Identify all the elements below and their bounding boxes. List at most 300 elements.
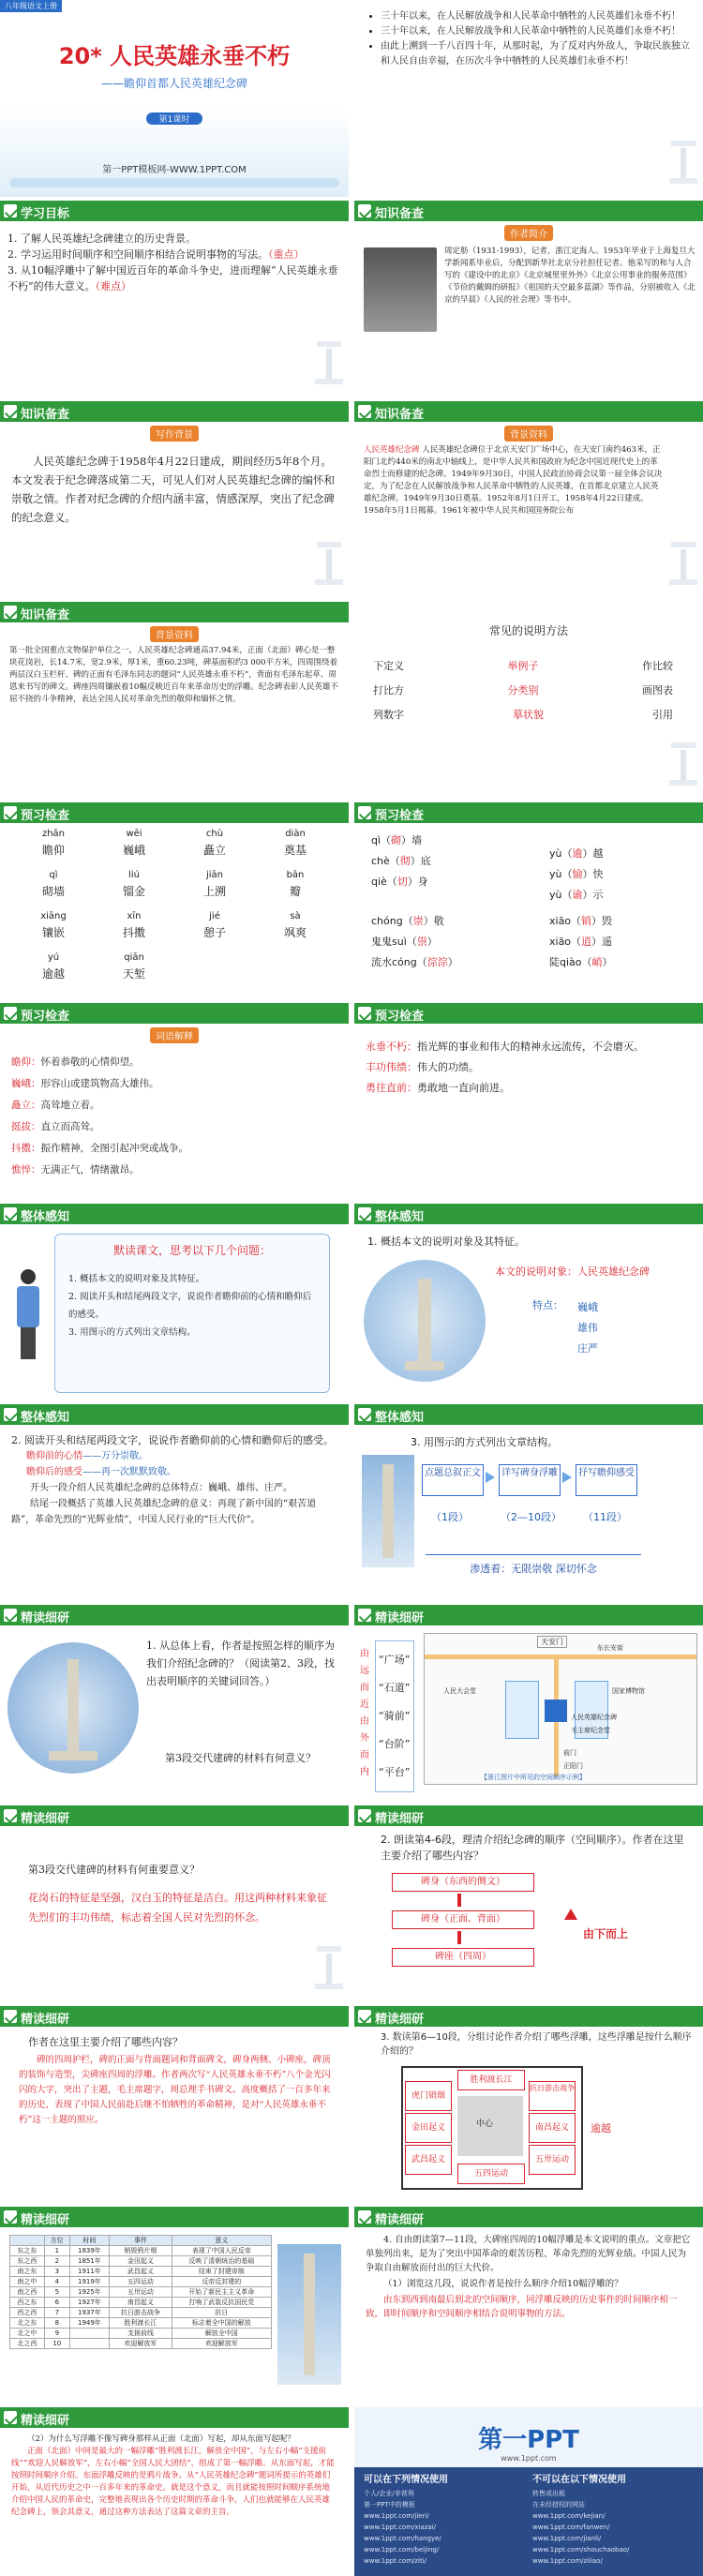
table-row xyxy=(10,2277,272,2287)
word-part: 逾 xyxy=(572,847,583,860)
monument-lead: 人民英雄纪念碑 xyxy=(364,445,420,455)
author-text: 周定舫（1931-1993），记者，浙江定海人。1953年毕业于上海复旦大学新闻系毕业后，分配到新华社北京分社担任记者。他采写的和与人合写的《建设中的北京》《北京城里里外外》《北京公用事业的服务范围》《节俭的戴姆的研报》《祖国的天空最多蓝湖》等作品，分别被收入《北京的早晨》《人民的社会理》等书中。 xyxy=(444,247,696,305)
slide-header xyxy=(354,1003,703,1024)
pinyin: xiāng xyxy=(40,911,67,921)
check-icon xyxy=(4,1609,17,1622)
table-header: 方位 xyxy=(44,2236,69,2246)
check-icon xyxy=(358,2210,371,2224)
order-char: 内 xyxy=(360,1767,369,1777)
table-row xyxy=(10,2287,272,2298)
monument-photo xyxy=(364,1260,486,1382)
hanzi-word: 憩子 xyxy=(202,926,226,939)
pinyin: qiān xyxy=(124,952,144,963)
slide-pinyin-1 xyxy=(0,802,349,999)
word-part: ）身 xyxy=(407,876,428,888)
order-char: 远 xyxy=(360,1666,369,1676)
word-part: ）快 xyxy=(582,868,604,880)
box-intro: 点题总叙正文 xyxy=(422,1464,484,1496)
header-title: 预习检查 xyxy=(375,809,425,823)
pinyin: zhān xyxy=(41,829,66,839)
table-cell: 4 xyxy=(44,2277,69,2287)
slide-content-summary xyxy=(0,2006,349,2203)
vocab-def: 勇敢地一直向前进。 xyxy=(417,1082,510,1094)
word-part: ） xyxy=(426,936,438,948)
table-cell: 支援前线 xyxy=(110,2329,172,2339)
header-title: 预习检查 xyxy=(375,1010,425,1024)
usage-line[interactable]: www.1ppt.com/beijing/ xyxy=(364,2546,440,2554)
table-row xyxy=(10,2339,272,2349)
check-icon xyxy=(4,204,17,217)
before-answer: ——万分崇敬。 xyxy=(82,1451,148,1461)
box-relief: 详写碑身浮雕 xyxy=(499,1464,561,1496)
slide-overview-object xyxy=(354,1204,703,1400)
slide-header xyxy=(0,1204,349,1224)
relief-q: 3. 数读第6—10段，分组讨论作者介绍了哪些浮雕，这些浮雕是按什么顺序介绍的？ xyxy=(381,2032,692,2057)
slide-header xyxy=(354,2006,703,2027)
table-cell: 反映了清朝统治的基础 xyxy=(172,2256,271,2267)
table-row xyxy=(10,2298,272,2308)
question-bubble xyxy=(54,1234,330,1393)
vocab-term: 瞻仰： xyxy=(11,1056,41,1068)
usage-line[interactable]: www.1ppt.com/ziti/ xyxy=(364,2557,427,2565)
check-icon xyxy=(358,2010,371,2023)
location-label: “平台” xyxy=(379,1766,411,1778)
map-node: 国家博物馆 xyxy=(612,1687,645,1695)
pinyin: xīn xyxy=(127,911,142,921)
slide-methods xyxy=(354,602,703,799)
slide-header xyxy=(354,201,703,221)
monument-photo xyxy=(7,1642,139,1774)
usage-line[interactable]: www.1ppt.com/ziliao/ xyxy=(532,2557,603,2565)
table-cell: 东之东 xyxy=(10,2246,45,2256)
table-cell: 3 xyxy=(44,2267,69,2277)
table-cell: 五四运动 xyxy=(110,2277,172,2287)
word-part: 彻 xyxy=(399,855,411,867)
slide-pinyin-2 xyxy=(354,802,703,999)
table-cell: 1911年 xyxy=(69,2267,109,2277)
check-icon xyxy=(4,606,17,619)
header-title: 精读细研 xyxy=(21,1611,70,1625)
slide-overview-questions xyxy=(0,1204,349,1400)
usage-panel xyxy=(354,2467,703,2576)
word-part: ）底 xyxy=(410,855,431,867)
tag-vocab: 词语解释 xyxy=(150,1027,199,1043)
table-cell: 9 xyxy=(44,2329,69,2339)
table-corner xyxy=(10,2236,45,2246)
usage-line: 在未经授权的网站 xyxy=(532,2501,585,2509)
question-2: 2. 阅读开头和结尾两段文字，说说作者瞻仰前的心情和瞻仰后的感受。 xyxy=(68,1292,312,1320)
table-cell: 1937年 xyxy=(69,2308,109,2318)
word-part: ）遥 xyxy=(591,936,613,948)
method: 引用 xyxy=(652,709,673,721)
word-part: 淙淙 xyxy=(426,956,448,968)
relief-q: （1）浏览这几段，说说作者是按什么顺序介绍10幅浮雕的？ xyxy=(383,2279,623,2289)
header-title: 预习检查 xyxy=(21,809,70,823)
objective-2: 2. 学习运用时间顺序和空间顺序相结合说明事物的写法。 xyxy=(7,248,268,261)
slide-reading-map xyxy=(354,1605,703,1802)
word-part: 流水cóng（ xyxy=(371,956,427,968)
order-char: 而 xyxy=(360,1750,369,1760)
pinyin: sà xyxy=(290,911,301,921)
table-cell: 欢迎解放军 xyxy=(110,2339,172,2349)
monument-text: 人民英雄纪念碑位于北京天安门广场中心，在天安门南约463米，正阳门北约440米的南北中轴线上，是中华人民共和国政府为纪念中国近现代史上的革命烈士而修建的纪念碑。1949年9月30日，中国人民政治协商会议第一届全体会议决定，为了纪念在人民解放战争和人民革命中牺牲的人民英雄，在首都北京建立人民英雄纪念碑。1949年9月30日奠基。1952年8月1日开工，1958年4月22日建成。1958年5月1日揭幕。1961年被中华人民共和国国务院公布 xyxy=(364,445,663,516)
inscription-line-1: • 三十年以来，在人民解放战争和人民革命中牺牲的人民英雄们永垂不朽！ xyxy=(381,9,690,24)
relief-table xyxy=(9,2235,272,2349)
map-node: 人民英雄纪念碑 xyxy=(571,1714,617,1721)
word-part: yù（ xyxy=(549,889,573,901)
slide-header xyxy=(0,1404,349,1425)
check-icon xyxy=(4,2210,17,2224)
hanzi-word: 奠基 xyxy=(283,844,307,857)
lectern-icon xyxy=(315,540,343,585)
slide-monument-facts xyxy=(0,602,349,799)
map-node: 天安门 xyxy=(537,1636,567,1648)
facts-text: 第一批全国重点文物保护单位之一。人民英雄纪念碑通高37.94米，正面（北面）碑心是一整块花岗岩，长14.7米，宽2.9米，厚1米，重60.23吨，碑基面积约3 000平方米，四周围绕着两层汉白玉栏杆。碑的正面有毛泽东同志的题词“人民英雄永垂不朽”，背面有毛泽东起草、周恩来书写的碑文。碑座四周镶嵌着10幅反映近百年来革命历史的浮雕。纪念碑表彰人民英雄不屈不挠的斗争精神，表达全国人民对革命先烈的敬仰和缅怀之情。 xyxy=(9,646,338,704)
pinyin: diàn xyxy=(285,829,306,839)
table-cell: 10 xyxy=(44,2339,69,2349)
table-cell: 北之中 xyxy=(10,2329,45,2339)
word-part: 谕 xyxy=(572,889,583,901)
pinyin: bān xyxy=(286,870,305,880)
table-header: 意义 xyxy=(172,2236,271,2246)
structure-q: 3. 用图示的方式列出文章结构。 xyxy=(411,1436,558,1448)
site-footer: 第一PPT模板网-WWW.1PPT.COM xyxy=(102,165,247,175)
box-feelings: 抒写瞻仰感受 xyxy=(576,1464,637,1496)
slide-relief-table xyxy=(0,2207,349,2404)
table-cell: 南昌起义 xyxy=(110,2298,172,2308)
table-cell: 抗日游击战争 xyxy=(110,2308,172,2318)
order-char: 而 xyxy=(360,1683,369,1693)
summary-2: 结尾一段概括了英雄人民英雄纪念碑的意义：再现了新中国的“艰苦道路”，革命先烈的“光辉业绩”，中国人民行业的“巨大代价”。 xyxy=(11,1499,317,1525)
para-1: （1段） xyxy=(431,1511,469,1523)
why-answer: 正面（北面）中间是最大的一幅浮雕“胜利渡长江，解放全中国”，与左右小幅“支援前线”“欢迎人民解放军”，左右小幅“全国人民大团结”，组成了第一幅浮雕。从东面写起，才能按照时间顺序介绍。东面浮雕反映的是鸦片战争。从“人民英雄纪念碑”题词所提示的英雄们开始，从近代历史之中一百多年来的革命史。就是这个意义，而且就能按照时间顺序系统地介绍中国人民的革命史，完整地表现出各个历史时期的革命斗争，人们也就能够在人民英雄纪念碑上，领会其意义，通过这种方法表达了这篇文章的主旨。 xyxy=(11,2447,335,2517)
slide-header xyxy=(0,1003,349,1024)
usage-line[interactable]: www.1ppt.com/hangye/ xyxy=(364,2535,441,2542)
vocab-def: 无满正气，情绪激昂。 xyxy=(40,1164,140,1176)
feature-label: 特点： xyxy=(532,1299,563,1311)
order-char: 由 xyxy=(360,1649,369,1659)
word-part: 逍 xyxy=(581,936,592,948)
emph-hard: （难点） xyxy=(95,280,132,292)
slide-order-up xyxy=(354,1805,703,2002)
hanzi-word: 飒爽 xyxy=(283,926,307,939)
vocab-def: 振作精神，全图引起冲突或战争。 xyxy=(40,1143,188,1154)
brand-url: www.1ppt.com xyxy=(501,2454,557,2463)
allowed-title: 可以在下列情况使用 xyxy=(364,2475,448,2485)
map-node: 前门 xyxy=(563,1749,576,1757)
tag-bg-material: 背景资料 xyxy=(504,426,553,442)
table-cell: 1839年 xyxy=(69,2246,109,2256)
hanzi-word: 瓣 xyxy=(289,885,301,898)
why-q: （2）为什么写浮雕不像写碑身那样从正面（北面）写起，却从东面写起呢？ xyxy=(27,2434,295,2444)
lectern-icon xyxy=(669,139,697,184)
pinyin xyxy=(174,952,255,966)
slide-header xyxy=(354,401,703,422)
slide-reading-1 xyxy=(0,1605,349,1802)
word-part: xiāo（ xyxy=(549,915,582,927)
content-q: 作者在这里主要介绍了哪些内容？ xyxy=(28,2036,183,2048)
slide-overview-feelings xyxy=(0,1404,349,1601)
location-label: “台阶” xyxy=(379,1738,411,1750)
table-cell: 1 xyxy=(44,2246,69,2256)
table-cell: 北之东 xyxy=(10,2318,45,2329)
header-title: 整体感知 xyxy=(21,1411,70,1425)
reading-q2: 第3段交代建碑的材料有何意义？ xyxy=(165,1752,316,1764)
table-row xyxy=(10,2246,272,2256)
usage-line[interactable]: www.1ppt.com/shouchaobao/ xyxy=(532,2546,630,2554)
table-row xyxy=(10,2267,272,2277)
slide-relief-reading xyxy=(354,2207,703,2404)
up-arrow-icon xyxy=(564,1909,577,1920)
hanzi-word: 镏金 xyxy=(122,885,145,898)
question-1: 1. 概括本文的说明对象及其特征。 xyxy=(68,1274,205,1284)
lectern-icon xyxy=(315,1944,343,1989)
word-part: chóng（ xyxy=(371,915,413,927)
order-char: 由 xyxy=(360,1716,369,1727)
check-icon xyxy=(358,1007,371,1020)
slide-material-meaning xyxy=(0,1805,349,2002)
slide-header xyxy=(354,1605,703,1625)
location-label: “骑前” xyxy=(379,1710,411,1722)
pinyin: wēi xyxy=(126,829,142,839)
usage-line[interactable]: www.1ppt.com/jianli/ xyxy=(532,2535,602,2542)
table-cell: 武昌起义 xyxy=(110,2267,172,2277)
vocab-def: 形容山或建筑物高大雄伟。 xyxy=(40,1078,159,1089)
table-cell: 表现了中国人民反帝 xyxy=(172,2246,271,2256)
table-cell: 解放全中国 xyxy=(172,2329,271,2339)
monument-photo xyxy=(277,2244,341,2385)
object-label: 本文的说明对象： xyxy=(495,1266,577,1278)
order-char: 近 xyxy=(360,1700,369,1710)
vocab-term: 勇往直前： xyxy=(366,1082,417,1094)
relief-cell: 抗日游击战争 xyxy=(529,2081,576,2111)
grade-tab: 八年级语文上册 xyxy=(0,0,62,12)
slide-relief-order xyxy=(354,2006,703,2203)
word-part: 砌 xyxy=(391,834,402,846)
word-part: 祟 xyxy=(416,936,427,948)
table-cell: 标志着全中国的解放 xyxy=(172,2318,271,2329)
usage-line: 第一PPT中的模板 xyxy=(364,2501,415,2509)
relief-center-label: 中心 xyxy=(476,2119,494,2129)
vocab-term: 抖擞： xyxy=(11,1143,41,1154)
vocab-term: 矗立： xyxy=(11,1100,41,1111)
vocab-def: 怀着恭敬的心情仰望。 xyxy=(40,1056,140,1068)
relief-order-label: 逾越 xyxy=(591,2122,611,2134)
header-title: 预习检查 xyxy=(21,1010,70,1024)
table-cell xyxy=(69,2339,109,2349)
slide-header xyxy=(0,201,349,221)
usage-line[interactable]: www.1ppt.com/jieri/ xyxy=(364,2512,429,2520)
hanzi-word xyxy=(174,966,255,994)
method: 作比较 xyxy=(642,660,673,672)
order-label: 由下而上 xyxy=(583,1927,629,1940)
check-icon xyxy=(4,2411,17,2424)
hanzi-word: 天堑 xyxy=(122,967,145,981)
check-icon xyxy=(4,405,17,418)
header-title: 精读细研 xyxy=(21,2213,70,2227)
slide-header xyxy=(0,401,349,422)
hanzi-word: 瞻仰 xyxy=(41,844,65,857)
word-part: ）示 xyxy=(582,889,604,901)
header-title: 精读细研 xyxy=(21,2414,70,2428)
hanzi-word: 抖擞 xyxy=(122,926,145,939)
relief-cell: 武昌起义 xyxy=(405,2145,452,2175)
tag-bg-material: 背景资料 xyxy=(150,626,199,642)
word-part: ） xyxy=(447,956,458,968)
usage-line[interactable]: www.1ppt.com/fanwen/ xyxy=(532,2524,610,2531)
inscription-line-2: • 三十年以来，在人民解放战争和人民革命中牺牲的人民英雄们永垂不朽！ xyxy=(381,24,690,39)
word-part: qiè（ xyxy=(371,876,397,888)
feature: 雄伟 xyxy=(577,1322,598,1334)
para-2: （2—10段） xyxy=(501,1511,561,1523)
word-part: yù（ xyxy=(549,847,573,860)
header-title: 精读细研 xyxy=(375,1611,425,1625)
header-title: 学习目标 xyxy=(21,207,70,221)
reading-q1: 1. 从总体上看，作者是按照怎样的顺序为我们介绍纪念碑的？（阅读第2、3段，找出表明顺序的关键词回答。） xyxy=(146,1640,335,1687)
slide-header xyxy=(0,2407,349,2428)
usage-line[interactable]: www.1ppt.com/xiazai/ xyxy=(364,2524,437,2531)
order-q: 2. 朗读第4-6段，理清介绍纪念碑的顺序（空间顺序）。作者在这里主要介绍了哪些内容？ xyxy=(381,1834,684,1862)
box-bottom: 碑座（四周） xyxy=(392,1948,534,1967)
slide-header xyxy=(0,2006,349,2027)
method: 举例子 xyxy=(507,660,539,672)
slide-objectives xyxy=(0,201,349,397)
word-part: 切 xyxy=(396,876,408,888)
vocab-def: 高耸地立着。 xyxy=(40,1100,100,1111)
vocab-def: 直立而高耸。 xyxy=(40,1121,100,1132)
header-title: 知识备查 xyxy=(375,408,425,422)
slide-header xyxy=(354,802,703,823)
word-part: chè（ xyxy=(371,855,400,867)
method: 分类别 xyxy=(507,684,539,696)
word-part: 愉 xyxy=(572,868,583,880)
objective-3: 3. 从10幅浮雕中了解中国近百年的革命斗争史，进而理解“人民英雄永垂不朽”的伟大意义。 xyxy=(7,264,338,292)
table-cell: 南之中 xyxy=(10,2277,45,2287)
object-answer: 人民英雄纪念碑 xyxy=(577,1266,650,1278)
check-icon xyxy=(4,806,17,819)
check-icon xyxy=(358,1207,371,1221)
table-cell: 欢迎解放军 xyxy=(172,2339,271,2349)
header-title: 知识备查 xyxy=(21,608,70,622)
table-cell: 1927年 xyxy=(69,2298,109,2308)
relief-intro: 4. 自由朗读第7—11段，大碑座四周的10幅浮雕是本文说明的重点。文章把它单独列出来，是为了突出中国革命的艰苦历程、革命先烈的光辉业绩。中国人民为争取自由解放而付出的巨大代价。 xyxy=(366,2235,691,2273)
check-icon xyxy=(4,2010,17,2023)
slide-structure xyxy=(354,1404,703,1601)
hanzi-word: 逾越 xyxy=(41,967,65,981)
header-title: 精读细研 xyxy=(375,1812,425,1826)
word-part: 崇 xyxy=(412,915,424,927)
slide-header xyxy=(0,602,349,622)
pinyin: jié xyxy=(209,911,220,921)
slide-author xyxy=(354,201,703,397)
word-part: 鬼鬼suì（ xyxy=(371,936,417,948)
after-answer: ——再一次默默致敬。 xyxy=(82,1467,176,1477)
feature: 巍峨 xyxy=(577,1301,598,1313)
slide-header xyxy=(354,1404,703,1425)
question-3: 3. 用图示的方式列出文章结构。 xyxy=(68,1327,196,1338)
table-cell: 南之西 xyxy=(10,2287,45,2298)
vocab-def: 指光辉的事业和伟大的精神永远流传，不会磨灭。 xyxy=(417,1041,644,1053)
box-middle: 碑身（正面、背面） xyxy=(392,1910,534,1929)
check-icon xyxy=(4,1809,17,1822)
word-part: ）墙 xyxy=(401,834,423,846)
method: 打比方 xyxy=(373,684,404,696)
hanzi-word: 矗立 xyxy=(202,844,226,857)
monument-photo xyxy=(362,1455,414,1567)
table-row xyxy=(10,2308,272,2318)
down-arrow-icon xyxy=(457,1894,461,1907)
slide-header xyxy=(0,2207,349,2227)
slide-background xyxy=(0,401,349,598)
table-header: 时间 xyxy=(69,2236,109,2246)
check-icon xyxy=(358,1408,371,1421)
teacher-figure xyxy=(11,1269,45,1363)
table-cell: 金田起义 xyxy=(110,2256,172,2267)
usage-line: 转售或出租 xyxy=(532,2490,565,2497)
check-icon xyxy=(358,1809,371,1822)
map-caption: 【浙江图片中所见的空间顺序示例】 xyxy=(481,1774,586,1781)
lectern-icon xyxy=(315,339,343,384)
method: 列数字 xyxy=(373,709,404,721)
material-answer: 花岗石的特征是坚强，汉白玉的特征是洁白。用这两种材料来象征先烈们的丰功伟绩，标志着全国人民对先烈的怀念。 xyxy=(28,1892,327,1924)
content-answer: 碑的四周护栏，碑的正面与背面题词和背面碑文，碑身两侧、小碑座，碑顶的装饰与造型，尖碑座四周的浮雕。作者两次写“人民英雄永垂不朽”八个金光闪闪的大字，突出了主题，毛主席题字，周总理手书碑文。高度概括了一百多年来的历史，表现了中国人民前赴后继不怕牺牲的革命精神，是对“人民英雄永垂不朽”这一主题的照应。 xyxy=(19,2055,331,2125)
header-title: 精读细研 xyxy=(21,2013,70,2027)
pinyin: jiān xyxy=(205,870,224,880)
word-part: ） xyxy=(602,956,613,968)
pinyin: chù xyxy=(205,829,224,839)
word-part: 峭 xyxy=(591,956,603,968)
method: 下定义 xyxy=(373,660,404,672)
pinyin: yú xyxy=(47,952,60,963)
methods-title: 常见的说明方法 xyxy=(488,624,568,637)
after-label: 瞻仰后的感受 xyxy=(26,1467,82,1477)
table-cell: 五卅运动 xyxy=(110,2287,172,2298)
word-part: yù（ xyxy=(549,868,573,880)
vocab-term: 挺拔： xyxy=(11,1121,41,1132)
slide-header xyxy=(0,1805,349,1826)
lectern-icon xyxy=(669,741,697,786)
check-icon xyxy=(4,1408,17,1421)
emph-key: （重点） xyxy=(268,248,305,261)
slide-header xyxy=(354,2207,703,2227)
relief-cell: 金田起义 xyxy=(405,2113,452,2143)
pinyin: qì xyxy=(49,870,58,880)
cloud-decor xyxy=(9,178,339,187)
table-cell: 北之西 xyxy=(10,2339,45,2349)
word-part: ）毁 xyxy=(591,915,613,927)
word-part: 销 xyxy=(581,915,592,927)
relief-answer: 由东到西到南最后到北的空间顺序，同浮雕反映的历史事件的时间顺序相一致，即时间顺序和空间顺序相结合说明事物的方法。 xyxy=(366,2295,678,2319)
usage-line[interactable]: www.1ppt.com/kejian/ xyxy=(532,2512,606,2520)
table-cell: 8 xyxy=(44,2318,69,2329)
header-title: 精读细研 xyxy=(375,2213,425,2227)
table-cell: 开始了新民主主义革命 xyxy=(172,2287,271,2298)
para-3: （11段） xyxy=(583,1511,627,1523)
word-part: ）敬 xyxy=(423,915,444,927)
denied-title: 不可以在以下情况使用 xyxy=(532,2475,626,2485)
word-part: qì（ xyxy=(371,834,392,846)
location-label: “广场” xyxy=(379,1654,411,1666)
header-title: 知识备查 xyxy=(375,207,425,221)
vocab-term: 巍峨： xyxy=(11,1078,41,1089)
emotion-line: 渗透着：无限崇敬 深切怀念 xyxy=(426,1554,641,1576)
lesson-title: 20* 人民英雄永垂不朽 xyxy=(58,43,291,69)
table-cell: 1925年 xyxy=(69,2287,109,2298)
hanzi-word: 砌墙 xyxy=(41,885,65,898)
vocab-def: 伟大的功绩。 xyxy=(417,1061,479,1073)
table-cell: 6 xyxy=(44,2298,69,2308)
check-icon xyxy=(358,405,371,418)
